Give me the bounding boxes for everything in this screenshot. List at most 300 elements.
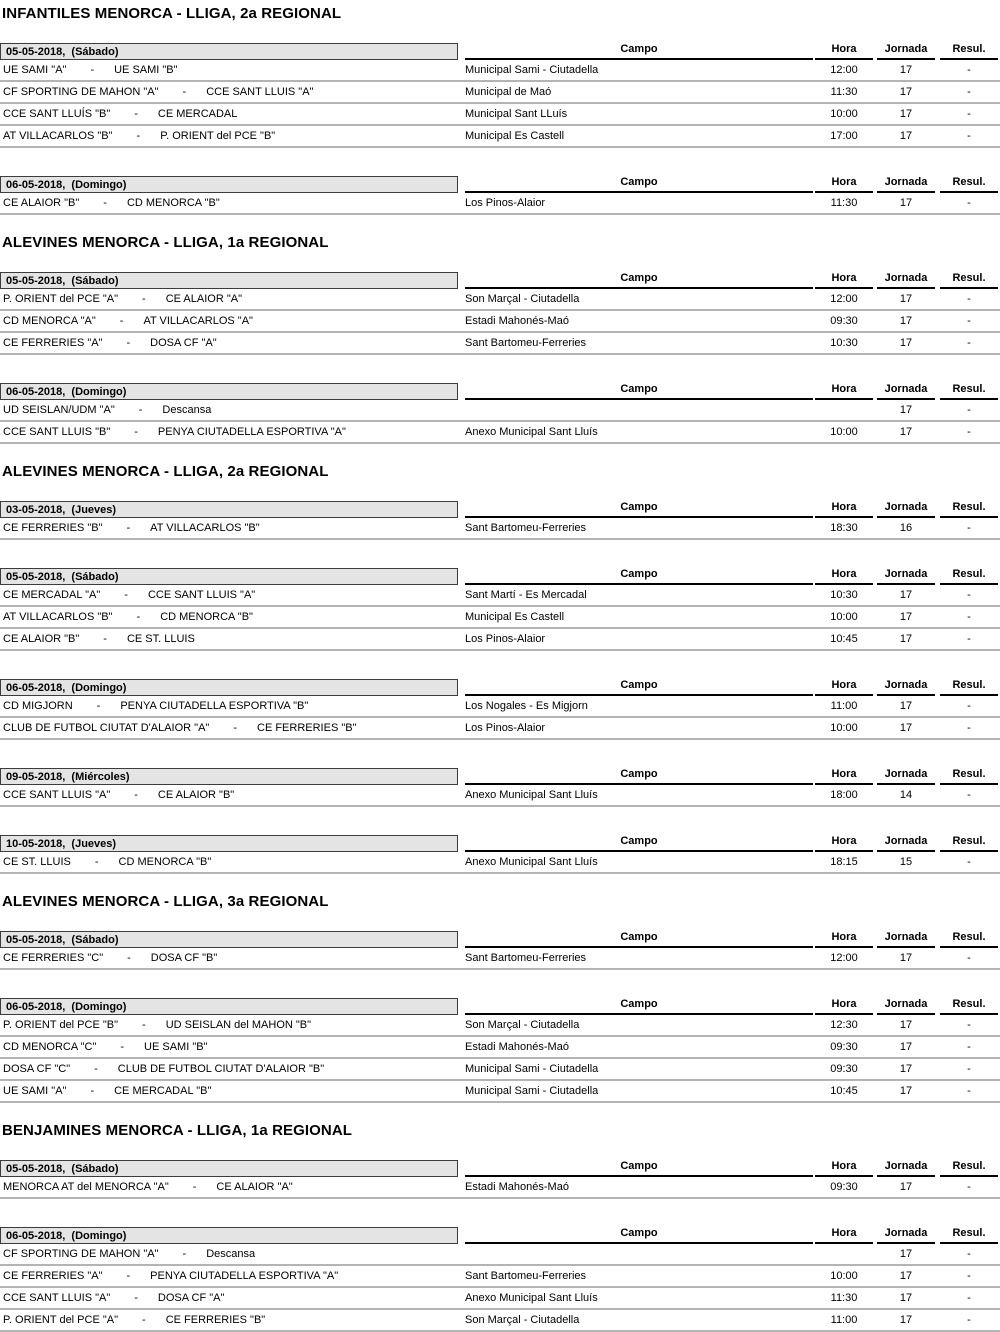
match-row xyxy=(0,333,1000,355)
table-header-row xyxy=(0,998,1000,1015)
teams-cell xyxy=(3,1059,458,1079)
away-team: PENYA CIUTADELLA ESPORTIVA "B" xyxy=(120,700,309,712)
match-time: 10:00 xyxy=(830,722,858,734)
table-header-row xyxy=(0,835,1000,852)
vs-dash: - xyxy=(120,1041,125,1053)
resul-column-header: Resul. xyxy=(940,679,998,696)
teams-cell xyxy=(3,1244,458,1264)
vs-dash: - xyxy=(90,64,95,76)
match-time: 10:45 xyxy=(830,1085,858,1097)
table-header-row xyxy=(0,383,1000,400)
league-section xyxy=(0,894,1000,1103)
home-team: CE ST. LLUIS xyxy=(3,856,71,868)
hora-column-header: Hora xyxy=(815,768,873,785)
jornada-column-header: Jornada xyxy=(877,679,935,696)
venue xyxy=(465,400,813,420)
date-header xyxy=(0,768,458,785)
teams-cell xyxy=(3,696,458,716)
fixture-table xyxy=(0,1227,1000,1332)
match-time: 12:00 xyxy=(830,64,858,76)
match-row xyxy=(0,82,1000,104)
matchday: 17 xyxy=(899,589,913,601)
campo-column-header: Campo xyxy=(465,679,813,696)
campo-column-header: Campo xyxy=(465,998,813,1015)
table-header-row xyxy=(0,679,1000,696)
jornada-column-header: Jornada xyxy=(877,272,935,289)
vs-dash: - xyxy=(126,522,131,534)
home-team: CCE SANT LLUÍS "B" xyxy=(3,108,111,120)
matchday: 17 xyxy=(899,86,913,98)
match-time: 11:00 xyxy=(830,700,858,712)
table-header-row xyxy=(0,568,1000,585)
resul-column-header: Resul. xyxy=(940,501,998,518)
hora-column-header: Hora xyxy=(815,931,873,948)
fixture-table xyxy=(0,998,1000,1103)
match-result: - xyxy=(967,700,971,712)
home-team: CE FERRERIES "C" xyxy=(3,952,104,964)
vs-dash: - xyxy=(192,1181,197,1193)
home-team: P. ORIENT del PCE "A" xyxy=(3,1314,119,1326)
hora-column-header: Hora xyxy=(815,835,873,852)
date-label: 06-05-2018, (Domingo) xyxy=(6,1000,127,1013)
matchday: 17 xyxy=(899,1019,913,1031)
campo-column-header: Campo xyxy=(465,1227,813,1244)
date-header xyxy=(0,1160,458,1177)
matchday: 17 xyxy=(899,1085,913,1097)
match-time: 10:00 xyxy=(830,108,858,120)
home-team: CCE SANT LLUIS "B" xyxy=(3,426,111,438)
matchday: 15 xyxy=(899,856,913,868)
date-header xyxy=(0,568,458,585)
match-result: - xyxy=(967,293,971,305)
section-title: INFANTILES MENORCA - LLIGA, 2a REGIONAL xyxy=(2,5,342,22)
venue: Estadi Mahonés-Maó xyxy=(465,1181,569,1193)
home-team: CF SPORTING DE MAHON "A" xyxy=(3,86,159,98)
teams-cell xyxy=(3,1015,458,1035)
match-result: - xyxy=(967,952,971,964)
vs-dash: - xyxy=(119,315,124,327)
home-team: CE ALAIOR "B" xyxy=(3,197,80,209)
teams-cell xyxy=(3,518,458,538)
away-team: CLUB DE FUTBOL CIUTAT D'ALAIOR "B" xyxy=(117,1063,325,1075)
teams-cell xyxy=(3,629,458,649)
vs-dash: - xyxy=(124,589,128,601)
teams-cell xyxy=(3,1177,458,1197)
vs-dash: - xyxy=(134,1292,138,1304)
league-section xyxy=(0,6,1000,215)
jornada-column-header: Jornada xyxy=(877,931,935,948)
venue: Los Pinos-Alaior xyxy=(465,197,546,209)
vs-dash: - xyxy=(94,856,99,868)
fixture-table xyxy=(0,383,1000,444)
table-rows xyxy=(0,1244,1000,1332)
campo-column-header: Campo xyxy=(465,931,813,948)
campo-column-header: Campo xyxy=(465,501,813,518)
match-result: - xyxy=(967,1041,971,1053)
teams-cell xyxy=(3,1310,458,1330)
section-title: ALEVINES MENORCA - LLIGA, 1a REGIONAL xyxy=(2,234,329,251)
away-team: DOSA CF "B" xyxy=(150,952,218,964)
table-rows xyxy=(0,193,1000,215)
match-row xyxy=(0,1081,1000,1103)
matchday: 17 xyxy=(899,722,913,734)
resul-column-header: Resul. xyxy=(940,931,998,948)
match-time: 09:30 xyxy=(830,1181,858,1193)
vs-dash: - xyxy=(126,1270,131,1282)
teams-cell xyxy=(3,193,458,213)
teams-cell xyxy=(3,82,458,102)
match-row xyxy=(0,1037,1000,1059)
venue: Los Pinos-Alaior xyxy=(465,633,546,645)
matchday: 17 xyxy=(899,108,913,120)
matchday: 17 xyxy=(899,293,913,305)
match-row xyxy=(0,1310,1000,1332)
venue: Son Marçal - Ciutadella xyxy=(465,293,580,305)
match-result: - xyxy=(967,404,971,416)
date-header xyxy=(0,43,458,60)
home-team: CE FERRERIES "B" xyxy=(3,522,103,534)
match-result: - xyxy=(967,1314,971,1326)
matchday: 17 xyxy=(899,952,913,964)
vs-dash: - xyxy=(90,1085,95,1097)
resul-column-header: Resul. xyxy=(940,1227,998,1244)
home-team: CE FERRERIES "A" xyxy=(3,1270,103,1282)
venue: Municipal Es Castell xyxy=(465,611,565,623)
away-team: CE ST. LLUIS xyxy=(126,633,195,645)
venue: Son Marçal - Ciutadella xyxy=(465,1314,580,1326)
match-result: - xyxy=(967,1248,971,1260)
campo-column-header: Campo xyxy=(465,272,813,289)
fixture-table xyxy=(0,501,1000,540)
away-team: CD MENORCA "B" xyxy=(160,611,253,623)
section-title: ALEVINES MENORCA - LLIGA, 3a REGIONAL xyxy=(2,893,329,910)
teams-cell xyxy=(3,60,458,80)
match-row xyxy=(0,422,1000,444)
teams-cell xyxy=(3,852,458,872)
venue: Anexo Municipal Sant Lluís xyxy=(465,789,598,801)
match-time: 18:00 xyxy=(830,789,858,801)
date-label: 05-05-2018, (Sábado) xyxy=(6,933,119,946)
away-team: UE SAMI "B" xyxy=(144,1041,208,1053)
match-result: - xyxy=(967,108,971,120)
match-result: - xyxy=(967,1292,971,1304)
venue xyxy=(465,1244,813,1264)
date-label: 06-05-2018, (Domingo) xyxy=(6,681,127,694)
fixture-table xyxy=(0,679,1000,740)
date-header xyxy=(0,383,458,400)
venue: Los Nogales - Es Migjorn xyxy=(465,700,588,712)
hora-column-header: Hora xyxy=(815,568,873,585)
table-header-row xyxy=(0,272,1000,289)
section-title: ALEVINES MENORCA - LLIGA, 2a REGIONAL xyxy=(2,463,329,480)
jornada-column-header: Jornada xyxy=(877,1160,935,1177)
resul-column-header: Resul. xyxy=(940,998,998,1015)
teams-cell xyxy=(3,1266,458,1286)
venue: Anexo Municipal Sant Lluís xyxy=(465,426,598,438)
table-rows xyxy=(0,948,1000,970)
match-result: - xyxy=(967,1085,971,1097)
match-row xyxy=(0,311,1000,333)
teams-cell xyxy=(3,126,458,146)
matchday: 17 xyxy=(899,1314,913,1326)
home-team: CCE SANT LLUIS "A" xyxy=(3,789,111,801)
jornada-column-header: Jornada xyxy=(877,998,935,1015)
home-team: UE SAMI "A" xyxy=(3,1085,67,1097)
match-time: 10:00 xyxy=(830,426,858,438)
resul-column-header: Resul. xyxy=(940,1160,998,1177)
away-team: CE ALAIOR "A" xyxy=(165,293,242,305)
match-time: 18:15 xyxy=(830,856,858,868)
date-label: 10-05-2018, (Jueves) xyxy=(6,837,117,850)
date-header xyxy=(0,1227,458,1244)
match-result: - xyxy=(967,1181,971,1193)
resul-column-header: Resul. xyxy=(940,568,998,585)
match-result: - xyxy=(967,1270,971,1282)
venue: Municipal Es Castell xyxy=(465,130,565,142)
match-row xyxy=(0,104,1000,126)
match-result: - xyxy=(967,722,971,734)
home-team: P. ORIENT del PCE "A" xyxy=(3,293,119,305)
match-result: - xyxy=(967,86,971,98)
resul-column-header: Resul. xyxy=(940,768,998,785)
date-header xyxy=(0,931,458,948)
vs-dash: - xyxy=(103,197,107,209)
teams-cell xyxy=(3,1081,458,1101)
match-time: 10:00 xyxy=(830,611,858,623)
date-label: 05-05-2018, (Sábado) xyxy=(6,274,119,287)
venue: Municipal de Maó xyxy=(465,86,552,98)
fixture-table xyxy=(0,835,1000,874)
section-tables xyxy=(0,501,1000,874)
matchday: 17 xyxy=(899,700,913,712)
table-rows xyxy=(0,289,1000,355)
teams-cell xyxy=(3,333,458,353)
match-time xyxy=(815,400,873,420)
match-row xyxy=(0,1244,1000,1266)
matchday: 17 xyxy=(899,1270,913,1282)
vs-dash: - xyxy=(127,952,131,964)
venue: Sant Bartomeu-Ferreries xyxy=(465,522,587,534)
matchday: 17 xyxy=(899,130,913,142)
date-label: 06-05-2018, (Domingo) xyxy=(6,385,127,398)
venue: Anexo Municipal Sant Lluís xyxy=(465,856,598,868)
teams-cell xyxy=(3,1037,458,1057)
match-row xyxy=(0,1059,1000,1081)
match-row xyxy=(0,126,1000,148)
match-result: - xyxy=(967,426,971,438)
fixture-table xyxy=(0,43,1000,148)
venue: Municipal Sami - Ciutadella xyxy=(465,1085,599,1097)
campo-column-header: Campo xyxy=(465,768,813,785)
match-row xyxy=(0,1177,1000,1199)
teams-cell xyxy=(3,785,458,805)
home-team: CD MIGJORN xyxy=(3,700,73,712)
match-time xyxy=(815,1244,873,1264)
matchday: 17 xyxy=(899,1063,913,1075)
vs-dash: - xyxy=(233,722,237,734)
section-tables xyxy=(0,1160,1000,1332)
match-time: 11:30 xyxy=(830,1292,858,1304)
resul-column-header: Resul. xyxy=(940,383,998,400)
match-result: - xyxy=(967,337,971,349)
vs-dash: - xyxy=(182,1248,187,1260)
table-header-row xyxy=(0,931,1000,948)
away-team: Descansa xyxy=(162,404,212,416)
home-team: P. ORIENT del PCE "B" xyxy=(3,1019,119,1031)
venue: Estadi Mahonés-Maó xyxy=(465,1041,569,1053)
venue: Los Pinos-Alaior xyxy=(465,722,546,734)
jornada-column-header: Jornada xyxy=(877,176,935,193)
home-team: CLUB DE FUTBOL CIUTAT D'ALAIOR "A" xyxy=(3,722,210,734)
teams-cell xyxy=(3,718,458,738)
resul-column-header: Resul. xyxy=(940,272,998,289)
matchday: 14 xyxy=(899,789,913,801)
away-team: CE FERRERIES "B" xyxy=(165,1314,266,1326)
match-time: 09:30 xyxy=(830,315,858,327)
match-result: - xyxy=(967,633,971,645)
matchday: 17 xyxy=(899,611,913,623)
venue: Estadi Mahonés-Maó xyxy=(465,315,569,327)
date-label: 03-05-2018, (Jueves) xyxy=(6,503,117,516)
venue: Municipal Sami - Ciutadella xyxy=(465,64,599,76)
match-row xyxy=(0,607,1000,629)
campo-column-header: Campo xyxy=(465,835,813,852)
table-rows xyxy=(0,696,1000,740)
table-rows xyxy=(0,1015,1000,1103)
league-section xyxy=(0,464,1000,874)
league-section xyxy=(0,1123,1000,1332)
match-result: - xyxy=(967,522,971,534)
hora-column-header: Hora xyxy=(815,383,873,400)
teams-cell xyxy=(3,104,458,124)
table-rows xyxy=(0,400,1000,444)
vs-dash: - xyxy=(134,789,138,801)
away-team: CE FERRERIES "B" xyxy=(257,722,357,734)
table-rows xyxy=(0,852,1000,874)
match-time: 10:30 xyxy=(830,337,858,349)
venue: Sant Bartomeu-Ferreries xyxy=(465,952,587,964)
fixture-table xyxy=(0,568,1000,651)
match-result: - xyxy=(967,611,971,623)
fixture-table xyxy=(0,931,1000,970)
teams-cell xyxy=(3,400,458,420)
match-row xyxy=(0,518,1000,540)
away-team: Descansa xyxy=(206,1248,256,1260)
resul-column-header: Resul. xyxy=(940,43,998,60)
date-label: 05-05-2018, (Sábado) xyxy=(6,45,119,58)
away-team: DOSA CF "A" xyxy=(150,337,217,349)
teams-cell xyxy=(3,289,458,309)
jornada-column-header: Jornada xyxy=(877,768,935,785)
match-time: 09:30 xyxy=(830,1041,858,1053)
matchday: 17 xyxy=(899,1181,913,1193)
away-team: AT VILLACARLOS "B" xyxy=(150,522,260,534)
match-row xyxy=(0,289,1000,311)
fixture-table xyxy=(0,176,1000,215)
hora-column-header: Hora xyxy=(815,1160,873,1177)
away-team: DOSA CF "A" xyxy=(157,1292,225,1304)
home-team: CE MERCADAL "A" xyxy=(3,589,101,601)
home-team: CE ALAIOR "B" xyxy=(3,633,80,645)
match-row xyxy=(0,785,1000,807)
vs-dash: - xyxy=(136,611,141,623)
match-result: - xyxy=(967,1019,971,1031)
hora-column-header: Hora xyxy=(815,43,873,60)
match-time: 17:00 xyxy=(830,130,858,142)
vs-dash: - xyxy=(103,633,107,645)
table-header-row xyxy=(0,768,1000,785)
match-time: 12:00 xyxy=(830,952,858,964)
away-team: UE SAMI "B" xyxy=(114,64,178,76)
away-team: P. ORIENT del PCE "B" xyxy=(160,130,276,142)
away-team: PENYA CIUTADELLA ESPORTIVA "A" xyxy=(157,426,346,438)
matchday: 17 xyxy=(899,1248,913,1260)
date-header xyxy=(0,176,458,193)
league-section xyxy=(0,235,1000,444)
away-team: CD MENORCA "B" xyxy=(126,197,220,209)
home-team: CD MENORCA "A" xyxy=(3,315,96,327)
home-team: CF SPORTING DE MAHON "A" xyxy=(3,1248,159,1260)
vs-dash: - xyxy=(142,293,146,305)
venue: Municipal Sant LLuís xyxy=(465,108,568,120)
date-header xyxy=(0,835,458,852)
home-team: AT VILLACARLOS "B" xyxy=(3,611,113,623)
fixture-table xyxy=(0,768,1000,807)
matchday: 16 xyxy=(899,522,913,534)
matchday: 17 xyxy=(899,404,913,416)
venue: Municipal Sami - Ciutadella xyxy=(465,1063,599,1075)
hora-column-header: Hora xyxy=(815,679,873,696)
table-header-row xyxy=(0,1160,1000,1177)
table-rows xyxy=(0,60,1000,148)
away-team: CE MERCADAL "B" xyxy=(114,1085,212,1097)
table-header-row xyxy=(0,176,1000,193)
table-header-row xyxy=(0,43,1000,60)
section-tables xyxy=(0,931,1000,1103)
vs-dash: - xyxy=(134,108,138,120)
away-team: AT VILLACARLOS "A" xyxy=(143,315,253,327)
teams-cell xyxy=(3,311,458,331)
hora-column-header: Hora xyxy=(815,998,873,1015)
vs-dash: - xyxy=(142,1019,146,1031)
match-row xyxy=(0,1266,1000,1288)
match-time: 11:00 xyxy=(830,1314,858,1326)
teams-cell xyxy=(3,948,458,968)
date-header xyxy=(0,272,458,289)
venue: Sant Bartomeu-Ferreries xyxy=(465,1270,587,1282)
matchday: 17 xyxy=(899,633,913,645)
table-rows xyxy=(0,1177,1000,1199)
away-team: CD MENORCA "B" xyxy=(118,856,212,868)
vs-dash: - xyxy=(96,700,101,712)
match-result: - xyxy=(967,1063,971,1075)
campo-column-header: Campo xyxy=(465,1160,813,1177)
teams-cell xyxy=(3,1288,458,1308)
match-result: - xyxy=(967,197,971,209)
date-header xyxy=(0,998,458,1015)
match-row xyxy=(0,193,1000,215)
match-result: - xyxy=(967,64,971,76)
away-team: UD SEISLAN del MAHON "B" xyxy=(165,1019,312,1031)
home-team: CE FERRERIES "A" xyxy=(3,337,103,349)
venue: Anexo Municipal Sant Lluís xyxy=(465,1292,598,1304)
resul-column-header: Resul. xyxy=(940,835,998,852)
match-time: 12:30 xyxy=(830,1019,858,1031)
jornada-column-header: Jornada xyxy=(877,568,935,585)
vs-dash: - xyxy=(134,426,138,438)
hora-column-header: Hora xyxy=(815,176,873,193)
teams-cell xyxy=(3,607,458,627)
